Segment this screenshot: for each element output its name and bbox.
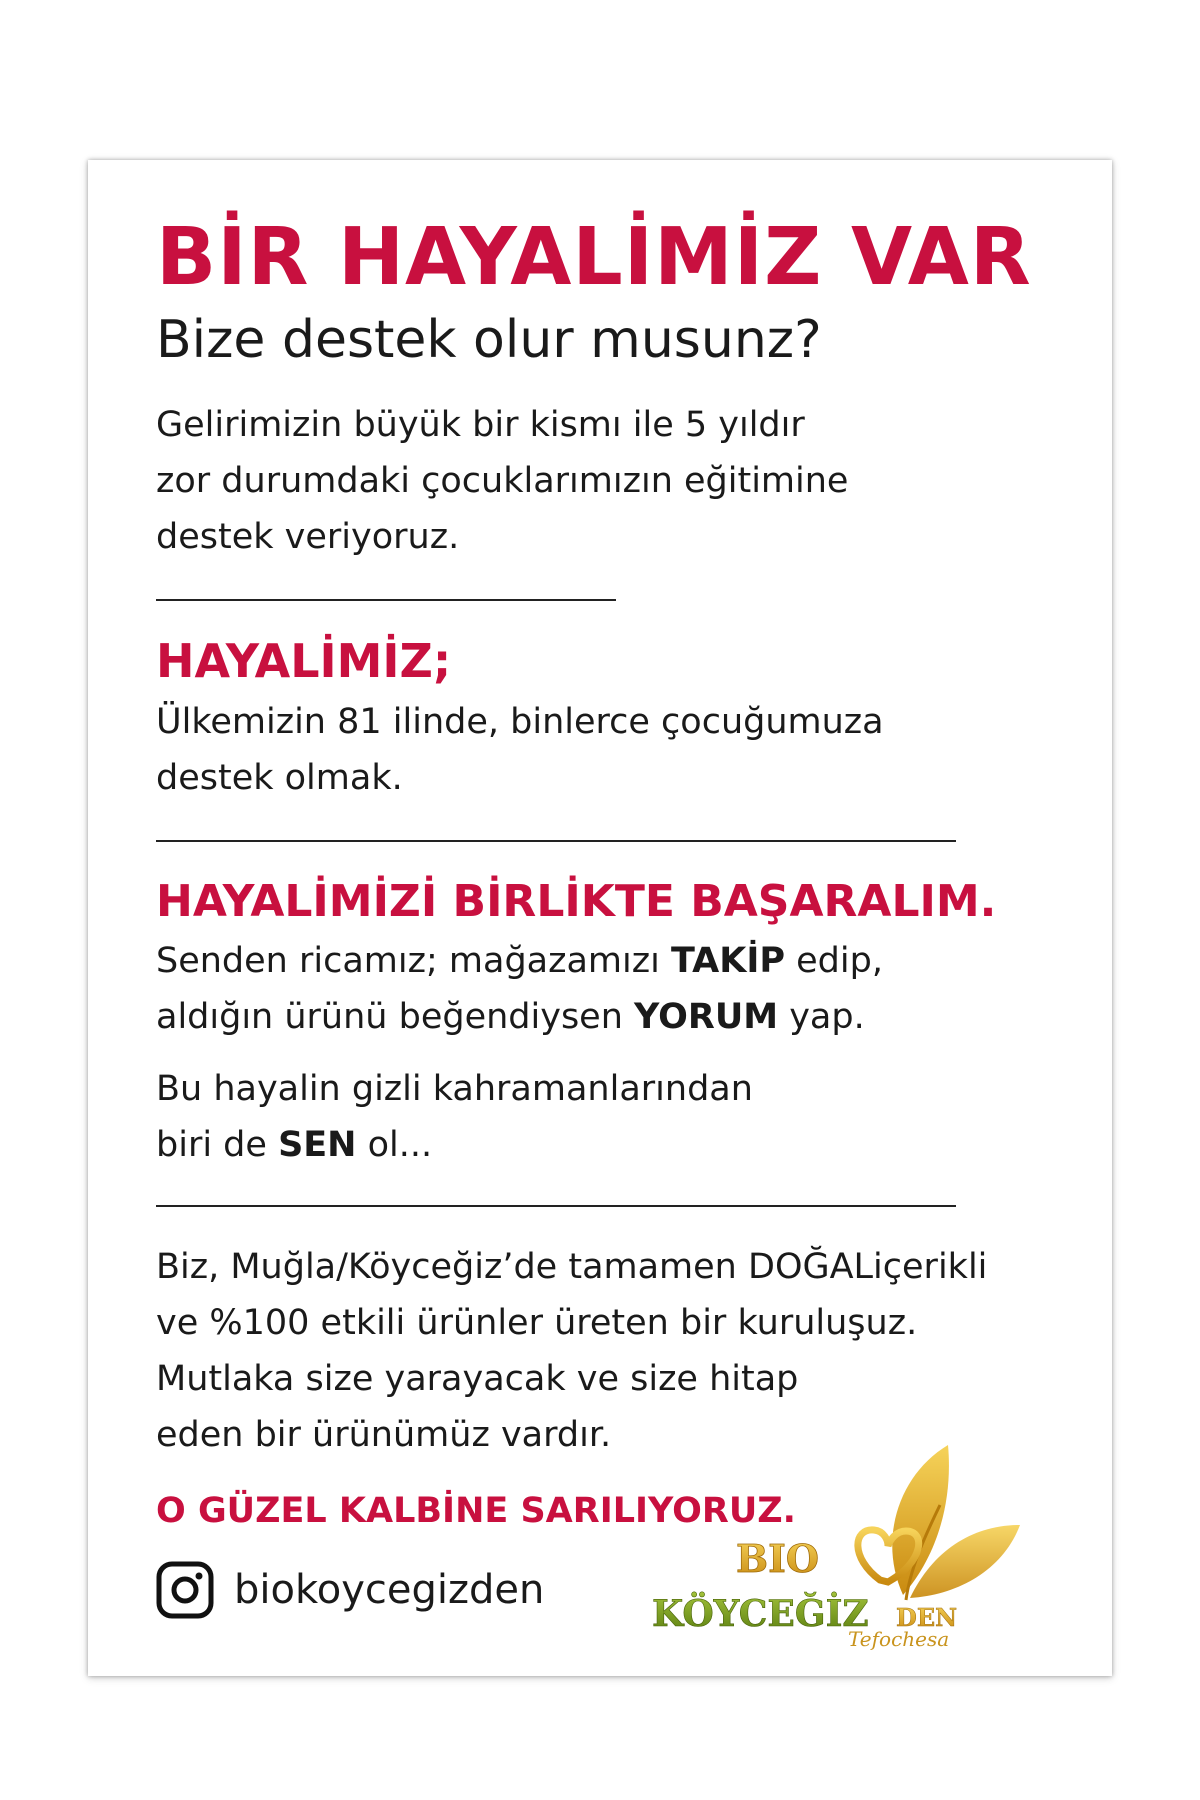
info-card bbox=[88, 160, 1112, 1676]
you-emphasis: SEN bbox=[278, 1125, 357, 1166]
divider bbox=[156, 599, 616, 601]
instagram-handle: biokoycegizden bbox=[234, 1566, 545, 1613]
subtitle: Bize destek olur musunz? bbox=[156, 310, 822, 370]
svg-text:BIO: BIO bbox=[736, 1536, 819, 1581]
svg-text:DEN: DEN bbox=[896, 1603, 958, 1632]
follow-emphasis: TAKİP bbox=[670, 941, 786, 982]
divider bbox=[156, 1205, 956, 1207]
together-heading: HAYALİMİZİ BİRLİKTE BAŞARALIM. bbox=[156, 876, 997, 928]
hero-text: Bu hayalin gizli kahramanlarından biri de SEN ol... bbox=[156, 1069, 753, 1166]
about-text: Biz, Muğla/Köyceğiz’de tamamen DOĞALiçerikli ve %100 etkili ürünler üreten bir kuruluşuz. Mutlaka size yarayacak ve size hitap eden bir ürünümüz vardır. bbox=[156, 1247, 988, 1456]
closing-text: O GÜZEL KALBİNE SARILIYORUZ. bbox=[156, 1491, 796, 1532]
intro-text: Gelirimizin büyük bir kismı ile 5 yıldır zor durumdaki çocuklarımızın eğitimine destek veriyoruz. bbox=[156, 404, 849, 557]
brand-logo bbox=[648, 1430, 1028, 1660]
divider bbox=[156, 840, 956, 842]
instagram-icon bbox=[156, 1561, 214, 1619]
svg-text:KÖYCEĞİZ: KÖYCEĞİZ bbox=[652, 1593, 869, 1635]
dream-text: Ülkemizin 81 ilinde, binlerce çocuğumuza destek olmak. bbox=[156, 702, 884, 799]
card-content bbox=[156, 211, 1086, 1619]
request-text: Senden ricamız; mağazamızı TAKİP edip, aldığın ürünü beğendiysen YORUM yap. bbox=[156, 941, 883, 1038]
leaf-icon bbox=[892, 1445, 1020, 1600]
main-title: BİR HAYALİMİZ VAR bbox=[156, 211, 1032, 303]
dream-heading: HAYALİMİZ; bbox=[156, 633, 452, 688]
svg-text:Tefochesa: Tefochesa bbox=[848, 1627, 950, 1651]
comment-emphasis: YORUM bbox=[634, 997, 779, 1038]
